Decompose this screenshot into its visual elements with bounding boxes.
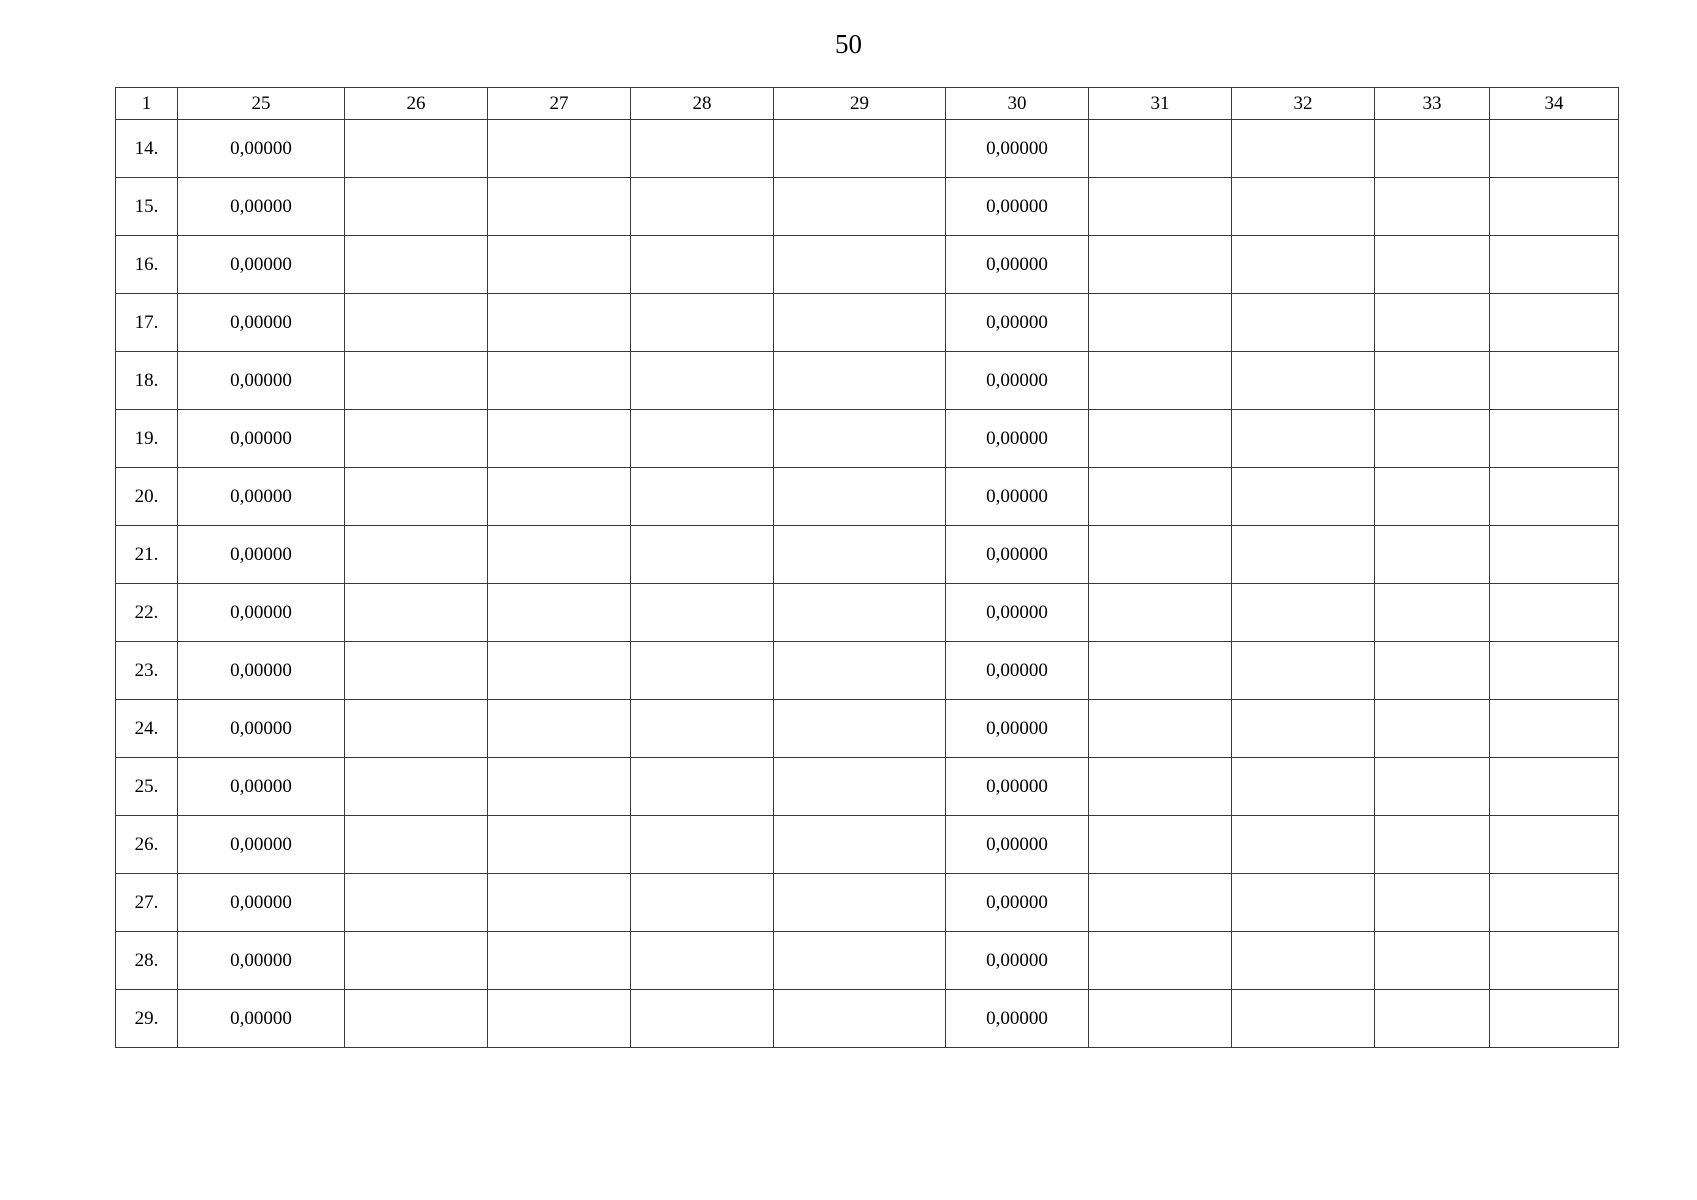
- table-cell: [488, 990, 631, 1048]
- table-cell: [631, 120, 774, 178]
- table-cell: [345, 294, 488, 352]
- table-cell: [1232, 526, 1375, 584]
- table-cell: [1089, 990, 1232, 1048]
- column-header: 29: [774, 88, 946, 120]
- column-header: 26: [345, 88, 488, 120]
- table-cell: [1375, 352, 1490, 410]
- row-number-cell: 18.: [116, 352, 178, 410]
- column-header: 28: [631, 88, 774, 120]
- table-cell: [345, 468, 488, 526]
- page-number: 50: [835, 29, 862, 59]
- table-cell: [488, 352, 631, 410]
- table-cell: [631, 468, 774, 526]
- table-cell: [1375, 294, 1490, 352]
- table-cell: 0,00000: [946, 526, 1089, 584]
- table-cell: [631, 700, 774, 758]
- table-cell: 0,00000: [178, 700, 345, 758]
- table-cell: 0,00000: [946, 178, 1089, 236]
- table-cell: [774, 352, 946, 410]
- table-cell: [1490, 874, 1619, 932]
- table-cell: [774, 816, 946, 874]
- row-number-cell: 16.: [116, 236, 178, 294]
- table-cell: [631, 642, 774, 700]
- table-row: [116, 990, 1619, 1048]
- table-cell: [488, 932, 631, 990]
- row-number-cell: 20.: [116, 468, 178, 526]
- table-cell: [1375, 874, 1490, 932]
- table-cell: [1232, 236, 1375, 294]
- table-cell: 0,00000: [946, 874, 1089, 932]
- table-cell: [1089, 874, 1232, 932]
- table-cell: [774, 990, 946, 1048]
- table-cell: [774, 236, 946, 294]
- table-cell: [1490, 468, 1619, 526]
- table-cell: [774, 584, 946, 642]
- table-cell: [1089, 468, 1232, 526]
- table-cell: 0,00000: [946, 410, 1089, 468]
- table-cell: [345, 410, 488, 468]
- column-header: 1: [116, 88, 178, 120]
- table-row: [116, 236, 1619, 294]
- table-cell: [631, 178, 774, 236]
- table-cell: [1490, 758, 1619, 816]
- table-cell: 0,00000: [178, 120, 345, 178]
- table-cell: [488, 410, 631, 468]
- table-cell: [1375, 700, 1490, 758]
- table-cell: 0,00000: [946, 758, 1089, 816]
- table-cell: [1375, 526, 1490, 584]
- row-number-cell: 24.: [116, 700, 178, 758]
- table-cell: [774, 526, 946, 584]
- column-header: 30: [946, 88, 1089, 120]
- table-cell: [1232, 700, 1375, 758]
- table-cell: [1089, 700, 1232, 758]
- table-cell: [1089, 816, 1232, 874]
- table-cell: [1232, 352, 1375, 410]
- table-cell: [1490, 816, 1619, 874]
- table-cell: [1232, 584, 1375, 642]
- table-cell: [774, 758, 946, 816]
- table-cell: 0,00000: [178, 642, 345, 700]
- row-number-cell: 22.: [116, 584, 178, 642]
- table-cell: [1089, 584, 1232, 642]
- table-cell: [488, 294, 631, 352]
- table-cell: [1375, 236, 1490, 294]
- table-cell: [488, 584, 631, 642]
- table-row: [116, 294, 1619, 352]
- table-cell: [774, 874, 946, 932]
- table-row: [116, 932, 1619, 990]
- table-cell: 0,00000: [946, 816, 1089, 874]
- row-number-cell: 28.: [116, 932, 178, 990]
- table-cell: [1490, 294, 1619, 352]
- table-cell: [345, 932, 488, 990]
- row-number-cell: 26.: [116, 816, 178, 874]
- table-cell: [1490, 932, 1619, 990]
- table-body: [116, 120, 1619, 1048]
- table-cell: [1089, 352, 1232, 410]
- row-number-cell: 15.: [116, 178, 178, 236]
- table-cell: [1089, 932, 1232, 990]
- table-cell: 0,00000: [178, 816, 345, 874]
- table-row: [116, 642, 1619, 700]
- table-row: [116, 816, 1619, 874]
- table-cell: [1375, 758, 1490, 816]
- table-cell: [631, 758, 774, 816]
- table-cell: [345, 584, 488, 642]
- table-cell: 0,00000: [946, 932, 1089, 990]
- table-cell: [488, 700, 631, 758]
- table-cell: [488, 178, 631, 236]
- table-cell: [1490, 236, 1619, 294]
- table-cell: [1232, 178, 1375, 236]
- table-cell: 0,00000: [946, 584, 1089, 642]
- table-cell: [1089, 236, 1232, 294]
- table-cell: [1375, 642, 1490, 700]
- table-cell: [631, 236, 774, 294]
- table-cell: [1490, 178, 1619, 236]
- table-cell: [345, 236, 488, 294]
- row-number-cell: 25.: [116, 758, 178, 816]
- table-cell: 0,00000: [178, 410, 345, 468]
- table-cell: [1490, 120, 1619, 178]
- table-cell: [1232, 294, 1375, 352]
- table-cell: [488, 874, 631, 932]
- table-cell: [1089, 758, 1232, 816]
- table-row: [116, 352, 1619, 410]
- table-cell: [1375, 932, 1490, 990]
- table-cell: [488, 468, 631, 526]
- table-cell: [345, 758, 488, 816]
- table-cell: [1375, 816, 1490, 874]
- table-cell: 0,00000: [946, 294, 1089, 352]
- header-row: [116, 88, 1619, 120]
- column-header: 33: [1375, 88, 1490, 120]
- table-cell: [1375, 990, 1490, 1048]
- table-cell: [1232, 410, 1375, 468]
- table-cell: [1375, 178, 1490, 236]
- table-cell: [631, 584, 774, 642]
- table-cell: [1490, 990, 1619, 1048]
- table-row: [116, 584, 1619, 642]
- table-cell: [631, 410, 774, 468]
- table-header: [116, 88, 1619, 120]
- table-cell: 0,00000: [178, 990, 345, 1048]
- table-row: [116, 700, 1619, 758]
- table-cell: [345, 120, 488, 178]
- table-cell: [488, 120, 631, 178]
- table-cell: [631, 932, 774, 990]
- table-cell: 0,00000: [178, 236, 345, 294]
- column-header: 25: [178, 88, 345, 120]
- table-cell: [1232, 816, 1375, 874]
- table-cell: 0,00000: [178, 874, 345, 932]
- table-cell: [1232, 468, 1375, 526]
- table-cell: 0,00000: [946, 120, 1089, 178]
- table-cell: [1232, 990, 1375, 1048]
- table-cell: [631, 816, 774, 874]
- table-cell: [1089, 526, 1232, 584]
- table-cell: [345, 526, 488, 584]
- table-cell: [1232, 758, 1375, 816]
- table-cell: [488, 816, 631, 874]
- table-cell: 0,00000: [946, 990, 1089, 1048]
- table-cell: [1232, 120, 1375, 178]
- table-cell: [774, 178, 946, 236]
- table-cell: [1232, 932, 1375, 990]
- table-cell: [488, 236, 631, 294]
- table-row: [116, 874, 1619, 932]
- table-cell: 0,00000: [946, 236, 1089, 294]
- table-cell: [345, 700, 488, 758]
- table-cell: [774, 642, 946, 700]
- table-cell: [345, 352, 488, 410]
- column-header: 34: [1490, 88, 1619, 120]
- table-cell: 0,00000: [178, 526, 345, 584]
- table-cell: [1089, 410, 1232, 468]
- table-cell: [345, 990, 488, 1048]
- table-cell: [345, 642, 488, 700]
- table-row: [116, 758, 1619, 816]
- table-cell: [1232, 642, 1375, 700]
- table-cell: 0,00000: [946, 468, 1089, 526]
- row-number-cell: 19.: [116, 410, 178, 468]
- table-cell: 0,00000: [178, 932, 345, 990]
- table-cell: [1089, 120, 1232, 178]
- table-cell: [1490, 584, 1619, 642]
- table-cell: [1089, 294, 1232, 352]
- table-cell: [631, 874, 774, 932]
- table-cell: [1490, 642, 1619, 700]
- column-header: 27: [488, 88, 631, 120]
- row-number-cell: 17.: [116, 294, 178, 352]
- column-header: 32: [1232, 88, 1375, 120]
- table-row: [116, 468, 1619, 526]
- table-cell: [488, 758, 631, 816]
- table-cell: [1375, 410, 1490, 468]
- table-row: [116, 120, 1619, 178]
- table-cell: 0,00000: [946, 642, 1089, 700]
- table-cell: 0,00000: [178, 468, 345, 526]
- table-cell: 0,00000: [178, 584, 345, 642]
- table-cell: [345, 178, 488, 236]
- table-cell: [774, 294, 946, 352]
- table-cell: [1375, 584, 1490, 642]
- table-cell: [1089, 178, 1232, 236]
- table-cell: 0,00000: [946, 352, 1089, 410]
- table-row: [116, 178, 1619, 236]
- table-cell: [1089, 642, 1232, 700]
- table-cell: [774, 410, 946, 468]
- table-cell: 0,00000: [946, 700, 1089, 758]
- table-cell: [631, 526, 774, 584]
- column-header: 31: [1089, 88, 1232, 120]
- table-cell: [631, 352, 774, 410]
- row-number-cell: 14.: [116, 120, 178, 178]
- table-cell: [631, 990, 774, 1048]
- table-cell: [774, 120, 946, 178]
- table-cell: 0,00000: [178, 178, 345, 236]
- data-table: [115, 87, 1619, 1048]
- table-cell: [1375, 120, 1490, 178]
- row-number-cell: 27.: [116, 874, 178, 932]
- table-cell: [1490, 410, 1619, 468]
- row-number-cell: 29.: [116, 990, 178, 1048]
- table-cell: [488, 642, 631, 700]
- table-cell: [774, 700, 946, 758]
- table-cell: [774, 932, 946, 990]
- table-row: [116, 410, 1619, 468]
- table-cell: [1490, 700, 1619, 758]
- row-number-cell: 21.: [116, 526, 178, 584]
- table-cell: [774, 468, 946, 526]
- table-cell: [1490, 352, 1619, 410]
- row-number-cell: 23.: [116, 642, 178, 700]
- table-cell: 0,00000: [178, 294, 345, 352]
- table-cell: 0,00000: [178, 352, 345, 410]
- table-row: [116, 526, 1619, 584]
- table-cell: [1490, 526, 1619, 584]
- table-cell: [1375, 468, 1490, 526]
- table-cell: [345, 816, 488, 874]
- table-cell: 0,00000: [178, 758, 345, 816]
- table-cell: [631, 294, 774, 352]
- table-cell: [345, 874, 488, 932]
- table-cell: [488, 526, 631, 584]
- table-cell: [1232, 874, 1375, 932]
